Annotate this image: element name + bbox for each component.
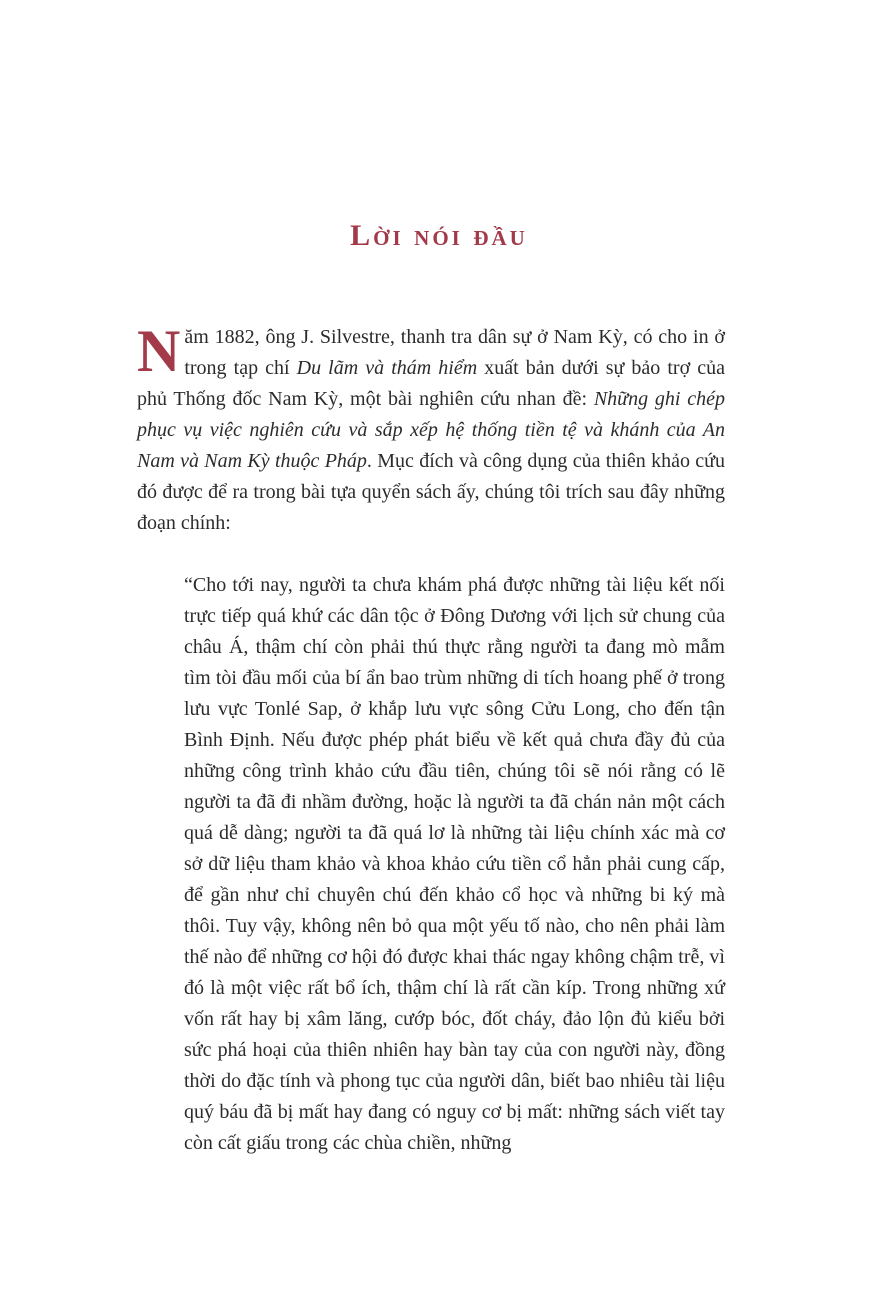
- journal-title: Du lãm và thám hiểm: [296, 357, 478, 379]
- page-title: Lời nói đầu: [350, 219, 528, 253]
- intro-text-3: . Mục đích và công dụng của thiên khảo cứu đó được để ra trong bài tựa quyển sách ấy, chúng tôi trích sau đây những đoạn chính:: [137, 450, 726, 534]
- intro-text-2: xuất bản dưới sự bảo trợ của phủ Thống đốc Nam Kỳ, một bài nghiên cứu nhan đề:: [137, 357, 725, 410]
- study-title: Những ghi chép phục vụ việc nghiên cứu và sắp xếp hệ thống tiền tệ và khánh của An Nam và Nam Kỳ thuộc Pháp: [137, 388, 725, 472]
- intro-paragraph: [137, 318, 726, 539]
- drop-cap: N: [137, 318, 181, 384]
- block-quote: “Cho tới nay, người ta chưa khám phá được những tài liệu kết nối trực tiếp quá khứ các dân tộc ở Đông Dương với lịch sử chung của châu Á, thậm chí còn phải thú thực rằng người ta đang mò mẫm tìm tòi đầu mối của bí ẩn bao trùm những di tích hoang phế ở trong lưu vực Tonlé Sap, ở khắp lưu vực sông Cửu Long, cho đến tận Bình Định. Nếu được phép phát biểu về kết quả chưa đầy đủ của những công trình khảo cứu đầu tiên, chúng tôi sẽ nói rằng có lẽ người ta đã đi nhầm đường, hoặc là người ta đã chán nản một cách quá dễ dàng; người ta đã quá lơ là những tài liệu chính xác mà cơ sở dữ liệu tham khảo và khoa khảo cứu tiền cổ hẳn phải cung cấp, để gần như chỉ chuyên chú đến khảo cổ học và những bi ký mà thôi. Tuy vậy, không nên bỏ qua một yếu tố nào, cho nên phải làm thế nào để những cơ hội đó được khai thác ngay không chậm trễ, vì đó là một việc rất bổ ích, thậm chí là rất cần kíp. Trong những xứ vốn rất hay bị xâm lăng, cướp bóc, đốt cháy, đảo lộn đủ kiểu bởi sức phá hoại của thiên nhiên hay bàn tay của con người này, đồng thời do đặc tính và phong tục của người dân, biết bao nhiêu tài liệu quý báu đã bị mất hay đang có nguy cơ bị mất: những sách viết tay còn cất giấu trong các chùa chiền, những: [184, 574, 725, 1154]
- intro-text-1: ăm 1882, ông J. Silvestre, thanh tra dân sự ở Nam Kỳ, có cho in ở trong tạp chí: [184, 326, 725, 379]
